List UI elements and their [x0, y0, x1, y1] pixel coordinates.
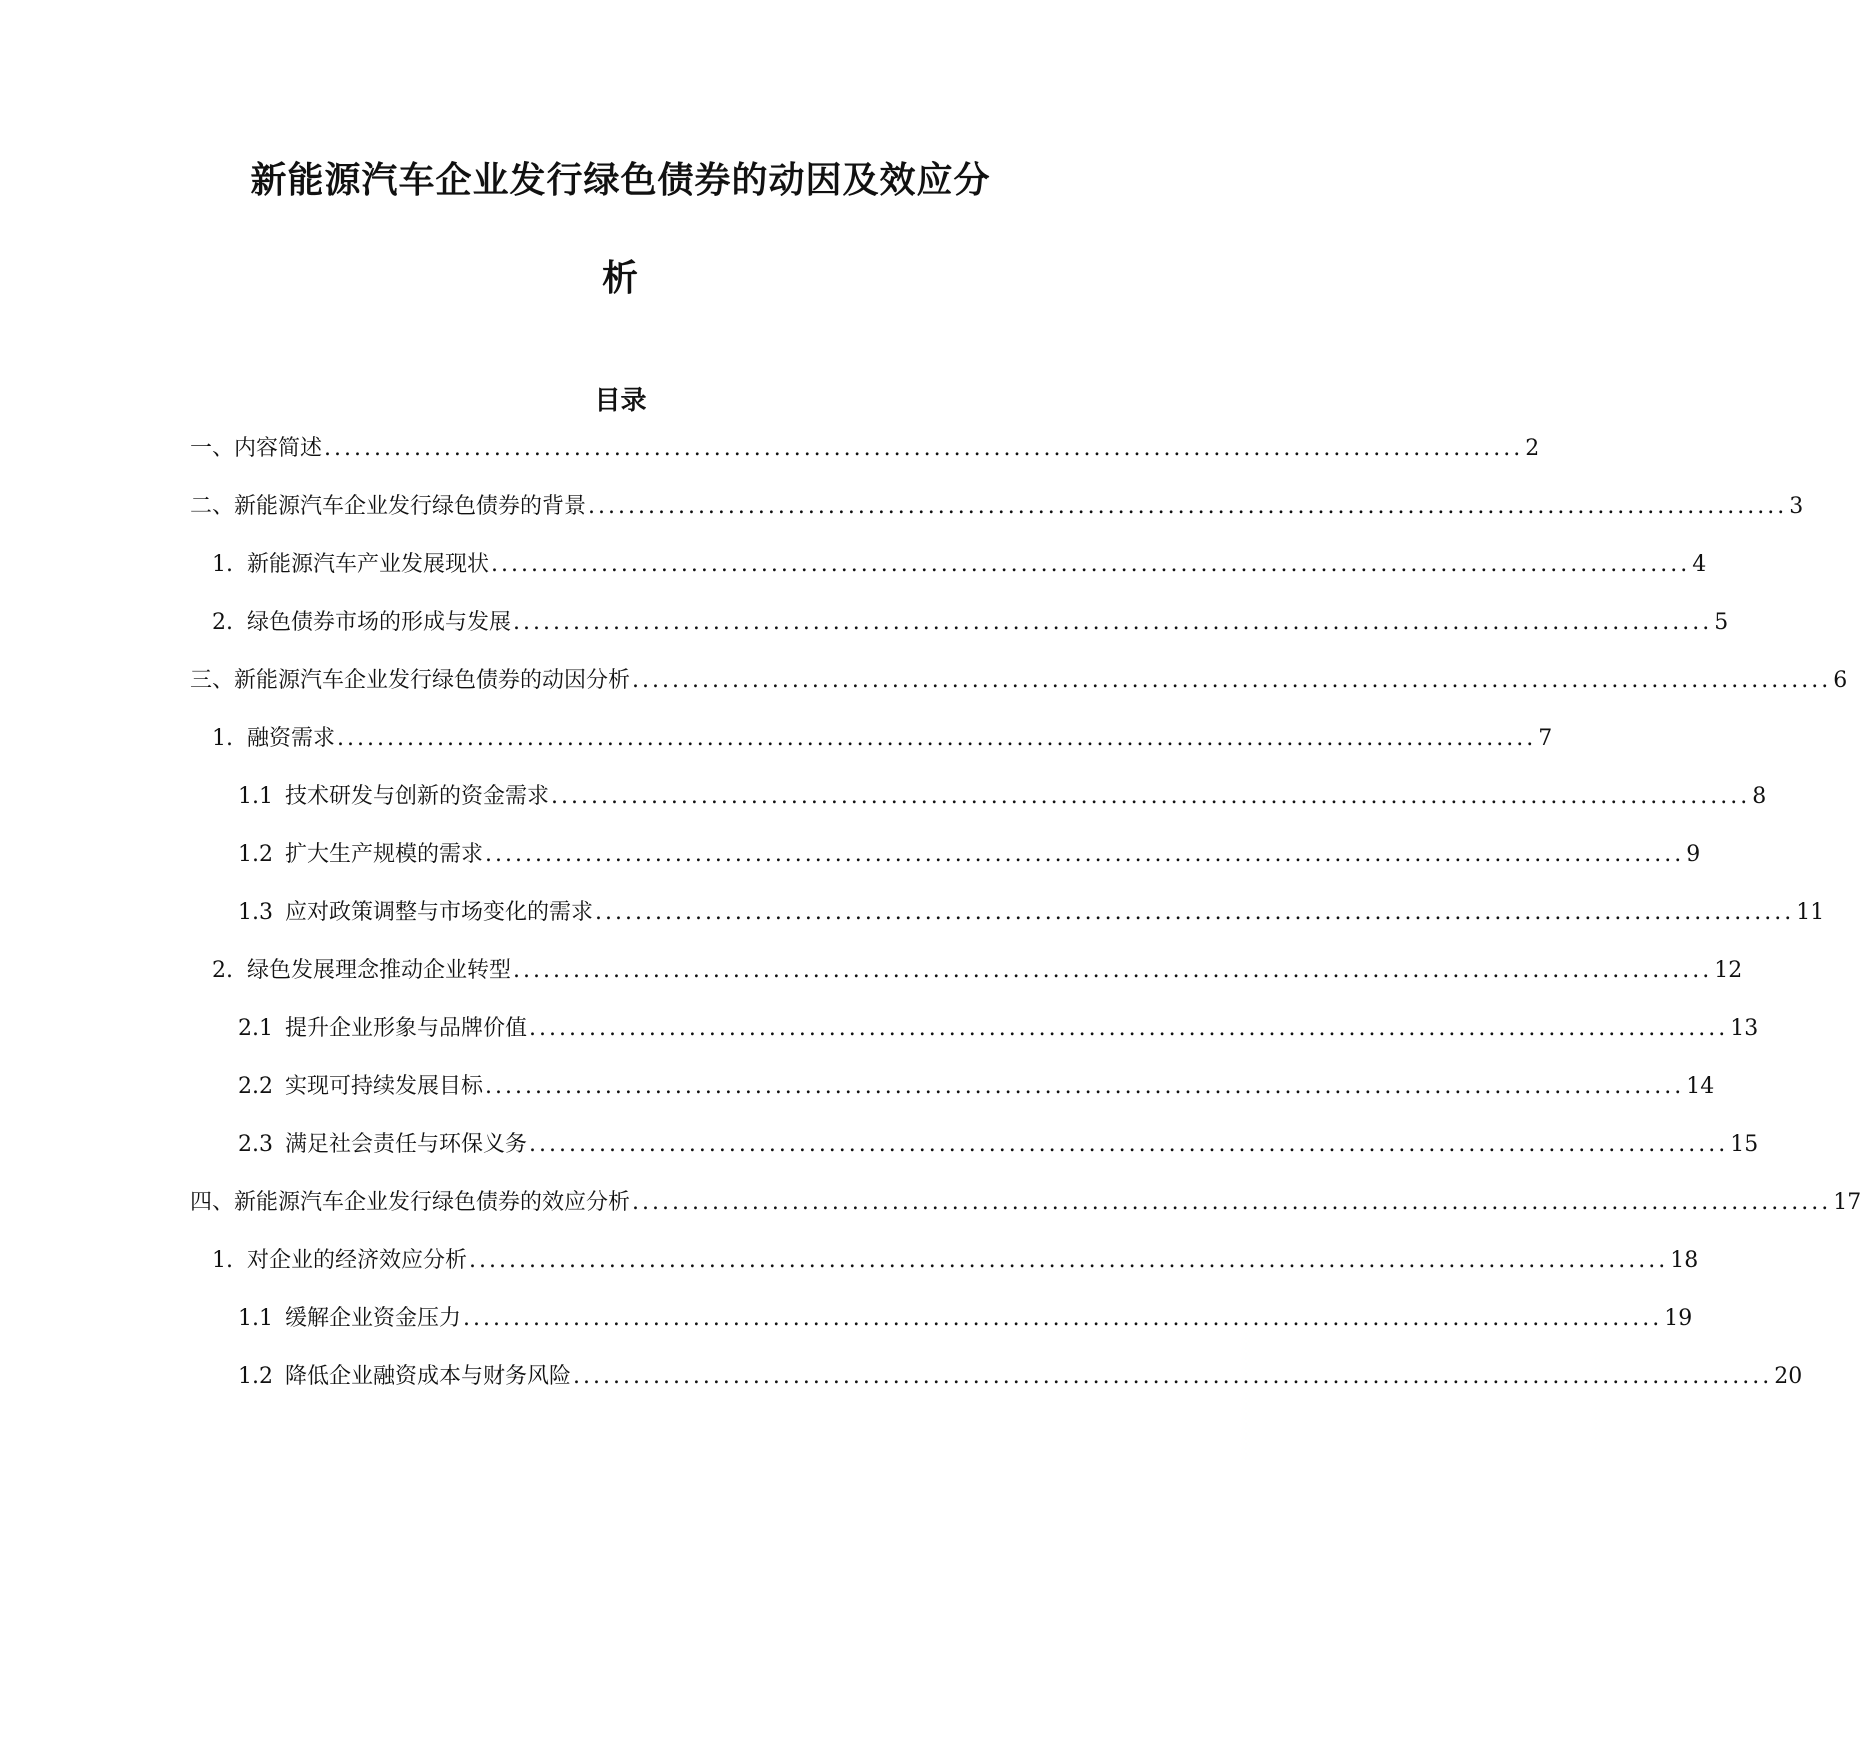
toc-leader-dots: ........................................................................................................................ [529, 1132, 1729, 1157]
toc-leader-dots: ........................................................................................................................ [529, 1016, 1729, 1041]
toc-leader-dots: ........................................................................................................................ [491, 552, 1691, 577]
toc-entry[interactable] [190, 666, 1848, 696]
toc-entry-title: 三、新能源汽车企业发行绿色债券的动因分析 [190, 668, 631, 693]
toc-leader-dots: ........................................................................................................................ [632, 668, 1832, 693]
toc-entry[interactable] [238, 1014, 1759, 1044]
toc-leader-dots: ........................................................................................................................ [573, 1364, 1773, 1389]
toc-leader-dots: ........................................................................................................................ [513, 958, 1713, 983]
toc-entry[interactable] [212, 550, 1707, 580]
toc-leader-dots: ........................................................................................................................ [324, 436, 1524, 461]
toc-entry[interactable] [238, 1072, 1715, 1102]
toc-entry-page: 11 [1796, 900, 1825, 925]
toc-entry-number: 1.3 [238, 900, 273, 925]
toc-leader-dots: ........................................................................................................................ [632, 1190, 1832, 1215]
toc-entry-title: 降低企业融资成本与财务风险 [285, 1364, 572, 1389]
toc-entry-number: 1.2 [238, 1364, 273, 1389]
toc-entry-number: 1. [212, 1248, 233, 1273]
toc-entry-title: 融资需求 [247, 726, 336, 751]
toc-entry-number: 1.2 [238, 842, 273, 867]
toc-entry-number: 2.2 [238, 1074, 273, 1099]
toc-leader-dots: ........................................................................................................................ [337, 726, 1537, 751]
toc-leader-dots: ........................................................................................................................ [485, 842, 1685, 867]
toc-entry-title: 二、新能源汽车企业发行绿色债券的背景 [190, 494, 587, 519]
toc-entry-page: 15 [1730, 1132, 1759, 1157]
toc-leader-dots: ........................................................................................................................ [551, 784, 1751, 809]
toc-entry-page: 18 [1670, 1248, 1699, 1273]
toc-leader-dots: ........................................................................................................................ [463, 1306, 1663, 1331]
toc-leader-dots: ........................................................................................................................ [485, 1074, 1685, 1099]
toc-entry[interactable] [238, 1304, 1693, 1334]
toc-entry-number: 1.1 [238, 784, 273, 809]
toc-entry-title: 一、内容简述 [190, 436, 323, 461]
toc-entry[interactable] [190, 1188, 1861, 1218]
toc-entry-page: 9 [1686, 842, 1701, 867]
toc-entry[interactable] [238, 840, 1701, 870]
toc-entry-number: 2.1 [238, 1016, 273, 1041]
toc-entry-page: 8 [1752, 784, 1767, 809]
toc-entry-title: 新能源汽车产业发展现状 [247, 552, 490, 577]
toc-entry-page: 5 [1714, 610, 1729, 635]
toc-entry-title: 应对政策调整与市场变化的需求 [285, 900, 594, 925]
toc-entry-title: 扩大生产规模的需求 [285, 842, 484, 867]
toc-heading: 目录 [594, 386, 647, 416]
toc-entry-page: 3 [1789, 494, 1804, 519]
toc-entry-title: 对企业的经济效应分析 [247, 1248, 468, 1273]
toc-entry-page: 7 [1538, 726, 1553, 751]
toc-entry-title: 绿色发展理念推动企业转型 [247, 958, 512, 983]
toc-entry-page: 2 [1525, 436, 1540, 461]
toc-entry[interactable] [212, 724, 1553, 754]
toc-leader-dots: ........................................................................................................................ [588, 494, 1788, 519]
toc-entry-page: 13 [1730, 1016, 1759, 1041]
toc-entry[interactable] [212, 1246, 1699, 1276]
toc-entry-title: 四、新能源汽车企业发行绿色债券的效应分析 [190, 1190, 631, 1215]
toc-entry-title: 缓解企业资金压力 [285, 1306, 462, 1331]
toc-leader-dots: ........................................................................................................................ [469, 1248, 1669, 1273]
toc-entry[interactable] [190, 492, 1804, 522]
toc-entry-page: 12 [1714, 958, 1743, 983]
toc-entry-title: 技术研发与创新的资金需求 [285, 784, 550, 809]
toc-entry-page: 6 [1833, 668, 1848, 693]
toc-entry-title: 提升企业形象与品牌价值 [285, 1016, 528, 1041]
toc-entry-page: 20 [1774, 1364, 1803, 1389]
document-title-line-2: 析 [601, 257, 639, 299]
toc-entry[interactable] [212, 956, 1743, 986]
toc-leader-dots: ........................................................................................................................ [513, 610, 1713, 635]
toc-entry-number: 1. [212, 726, 233, 751]
toc-entry-number: 2.3 [238, 1132, 273, 1157]
toc-entry[interactable] [212, 608, 1729, 638]
toc-entry-page: 4 [1692, 552, 1707, 577]
toc-entry[interactable] [190, 434, 1540, 464]
toc-entry-title: 实现可持续发展目标 [285, 1074, 484, 1099]
toc-entry-page: 17 [1833, 1190, 1861, 1215]
toc-leader-dots: ........................................................................................................................ [595, 900, 1795, 925]
toc-entry-title: 满足社会责任与环保义务 [285, 1132, 528, 1157]
toc-entry[interactable] [238, 1130, 1759, 1160]
toc-entry[interactable] [238, 1362, 1803, 1392]
toc-entry-title: 绿色债券市场的形成与发展 [247, 610, 512, 635]
toc-entry-page: 19 [1664, 1306, 1693, 1331]
document-title-line-1: 新能源汽车企业发行绿色债券的动因及效应分 [250, 159, 991, 201]
toc-entry-number: 1.1 [238, 1306, 273, 1331]
toc-entry-page: 14 [1686, 1074, 1715, 1099]
toc-entry-number: 2. [212, 610, 233, 635]
toc-entry[interactable] [238, 782, 1767, 812]
toc-entry-number: 2. [212, 958, 233, 983]
toc-entry-number: 1. [212, 552, 233, 577]
toc-entry[interactable] [238, 898, 1825, 928]
